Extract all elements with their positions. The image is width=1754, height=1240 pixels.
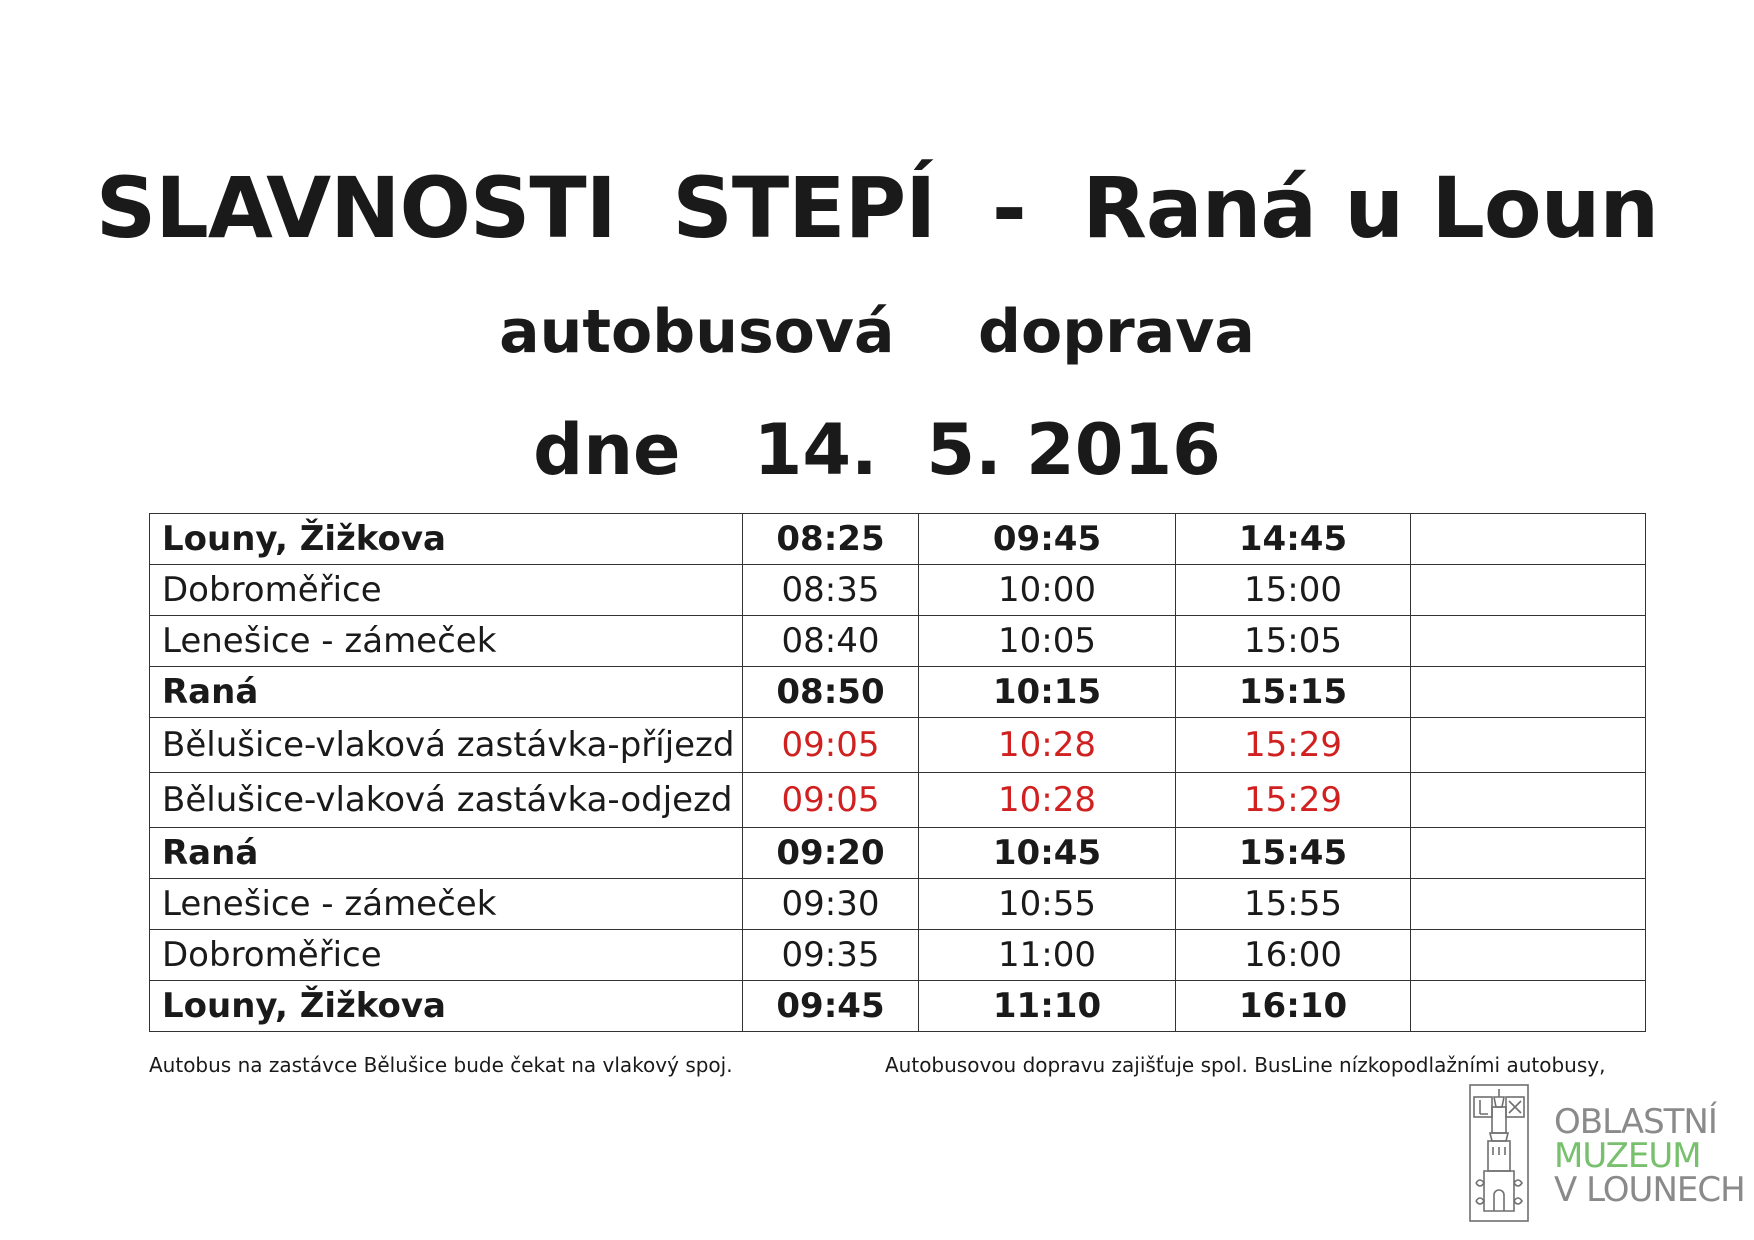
table-row (150, 667, 1646, 718)
empty-cell (1411, 981, 1646, 1032)
table-row (150, 616, 1646, 667)
departure-time: 09:45 (919, 514, 1176, 565)
museum-logo-text (1554, 1102, 1745, 1210)
stop-name: Bělušice-vlaková zastávka-příjezd (150, 718, 743, 773)
table-row (150, 514, 1646, 565)
table-row (150, 718, 1646, 773)
departure-time: 15:55 (1176, 879, 1411, 930)
departure-time: 15:29 (1176, 773, 1411, 828)
stop-name: Lenešice - zámeček (150, 616, 743, 667)
timetable-body (150, 514, 1646, 1032)
empty-cell (1411, 828, 1646, 879)
departure-time: 15:15 (1176, 667, 1411, 718)
empty-cell (1411, 879, 1646, 930)
bus-timetable (149, 513, 1646, 1032)
table-row (150, 981, 1646, 1032)
museum-tower-emblem-icon (1468, 1083, 1530, 1223)
empty-cell (1411, 930, 1646, 981)
page-subtitle: autobusová doprava (499, 297, 1255, 367)
departure-time: 16:00 (1176, 930, 1411, 981)
table-row (150, 828, 1646, 879)
departure-time: 11:00 (919, 930, 1176, 981)
departure-time: 10:45 (919, 828, 1176, 879)
departure-time: 10:28 (919, 773, 1176, 828)
departure-time: 10:00 (919, 565, 1176, 616)
departure-time: 09:30 (743, 879, 919, 930)
departure-time: 09:35 (743, 930, 919, 981)
departure-time: 16:10 (1176, 981, 1411, 1032)
stop-name: Raná (150, 828, 743, 879)
departure-time: 10:55 (919, 879, 1176, 930)
departure-time: 08:35 (743, 565, 919, 616)
stop-name: Bělušice-vlaková zastávka-odjezd (150, 773, 743, 828)
empty-cell (1411, 718, 1646, 773)
empty-cell (1411, 616, 1646, 667)
departure-time: 15:05 (1176, 616, 1411, 667)
departure-time: 10:15 (919, 667, 1176, 718)
museum-logo (1468, 1083, 1748, 1223)
stop-name: Dobroměřice (150, 930, 743, 981)
departure-time: 08:25 (743, 514, 919, 565)
empty-cell (1411, 773, 1646, 828)
footnote-waiting: Autobus na zastávce Bělušice bude čekat na vlakový spoj. (149, 1053, 733, 1077)
departure-time: 10:05 (919, 616, 1176, 667)
table-row (150, 930, 1646, 981)
empty-cell (1411, 514, 1646, 565)
logo-line-oblastni: OBLASTNÍ (1554, 1102, 1717, 1142)
departure-time: 08:50 (743, 667, 919, 718)
departure-time: 08:40 (743, 616, 919, 667)
logo-line-v-lounech: V LOUNECH (1554, 1170, 1745, 1210)
stop-name: Louny, Žižkova (150, 514, 743, 565)
departure-time: 09:45 (743, 981, 919, 1032)
departure-time: 09:20 (743, 828, 919, 879)
departure-time: 15:45 (1176, 828, 1411, 879)
stop-name: Dobroměřice (150, 565, 743, 616)
departure-time: 15:29 (1176, 718, 1411, 773)
footnote-operator: Autobusovou dopravu zajišťuje spol. BusLine nízkopodlažními autobusy, (885, 1053, 1606, 1077)
logo-line-muzeum: MUZEUM (1554, 1136, 1701, 1176)
table-row (150, 879, 1646, 930)
stop-name: Raná (150, 667, 743, 718)
departure-time: 09:05 (743, 718, 919, 773)
table-row (150, 565, 1646, 616)
table-row (150, 773, 1646, 828)
departure-time: 14:45 (1176, 514, 1411, 565)
empty-cell (1411, 565, 1646, 616)
event-date: dne 14. 5. 2016 (533, 409, 1221, 491)
departure-time: 09:05 (743, 773, 919, 828)
stop-name: Louny, Žižkova (150, 981, 743, 1032)
stop-name: Lenešice - zámeček (150, 879, 743, 930)
departure-time: 11:10 (919, 981, 1176, 1032)
page-title: SLAVNOSTI STEPÍ - Raná u Loun (95, 159, 1659, 257)
empty-cell (1411, 667, 1646, 718)
departure-time: 15:00 (1176, 565, 1411, 616)
departure-time: 10:28 (919, 718, 1176, 773)
